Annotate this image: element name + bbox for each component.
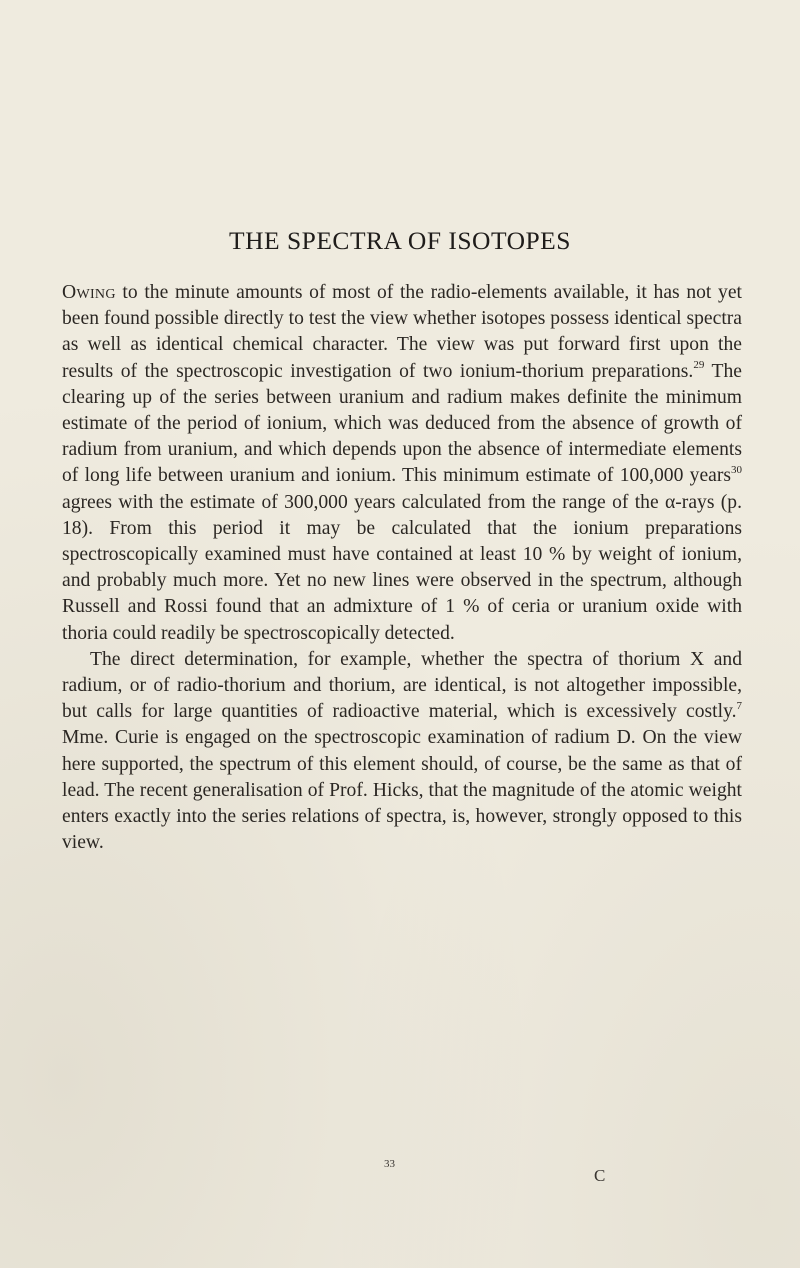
paragraph-1-text-a: to the minute amounts of most of the radio-elements available, it has not yet been found possible directly to test the view whether isotopes possess identical spectra as well as identical chemical character. The view was put forward first upon the results of the spectroscopic investigation of two ionium-thorium preparations. [62,282,742,382]
paragraph-2 [62,647,742,857]
footnote-ref-7: 7 [736,699,742,712]
paragraph-2-text-b: Mme. Curie is engaged on the spectroscopic examination of radium D. On the view here supported, the spectrum of this element should, of course, be the same as that of lead. The recent generalisation of Prof. Hicks, that the magnitude of the atomic weight enters exactly into the series relations of spectra, is, however, strongly opposed to this view. [62,727,742,854]
body-text [62,280,742,856]
paragraph-2-text-a: The direct determination, for example, whether the spectra of thorium X and radium, or of radio-thorium and thorium, are identical, is not altogether impossible, but calls for large quantities of radioactive material, which is excessively costly. [62,648,742,723]
chapter-title: THE SPECTRA OF ISOTOPES [229,226,571,255]
paragraph-1-text-c: agrees with the estimate of 300,000 years calculated from the range of the α-rays (p. 18). From this period it may be calculated that the ionium preparations spectroscopically examined must have contained at least 10 % by weight of ionium, and probably much more. Yet no new lines were observed in the spectrum, although Russell and Rossi found that an admixture of 1 % of ceria or uranium oxide with thoria could readily be spectroscopically detected. [62,491,742,644]
page-number: 33 [384,1158,395,1170]
paragraph-1-text-b: The clearing up of the series between uranium and radium makes definite the minimum estimate of the period of ionium, which was deduced from the absence of growth of radium from uranium, and which depends upon the absence of intermediate elements of long life between uranium and ionium. This minimum estimate of 100,000 years [62,360,742,487]
footnote-ref-30: 30 [731,463,742,476]
paragraph-1 [62,280,742,647]
footnote-ref-29: 29 [693,359,705,372]
signature-mark: C [594,1166,606,1185]
paragraph-1-lead: Owing [62,282,116,303]
